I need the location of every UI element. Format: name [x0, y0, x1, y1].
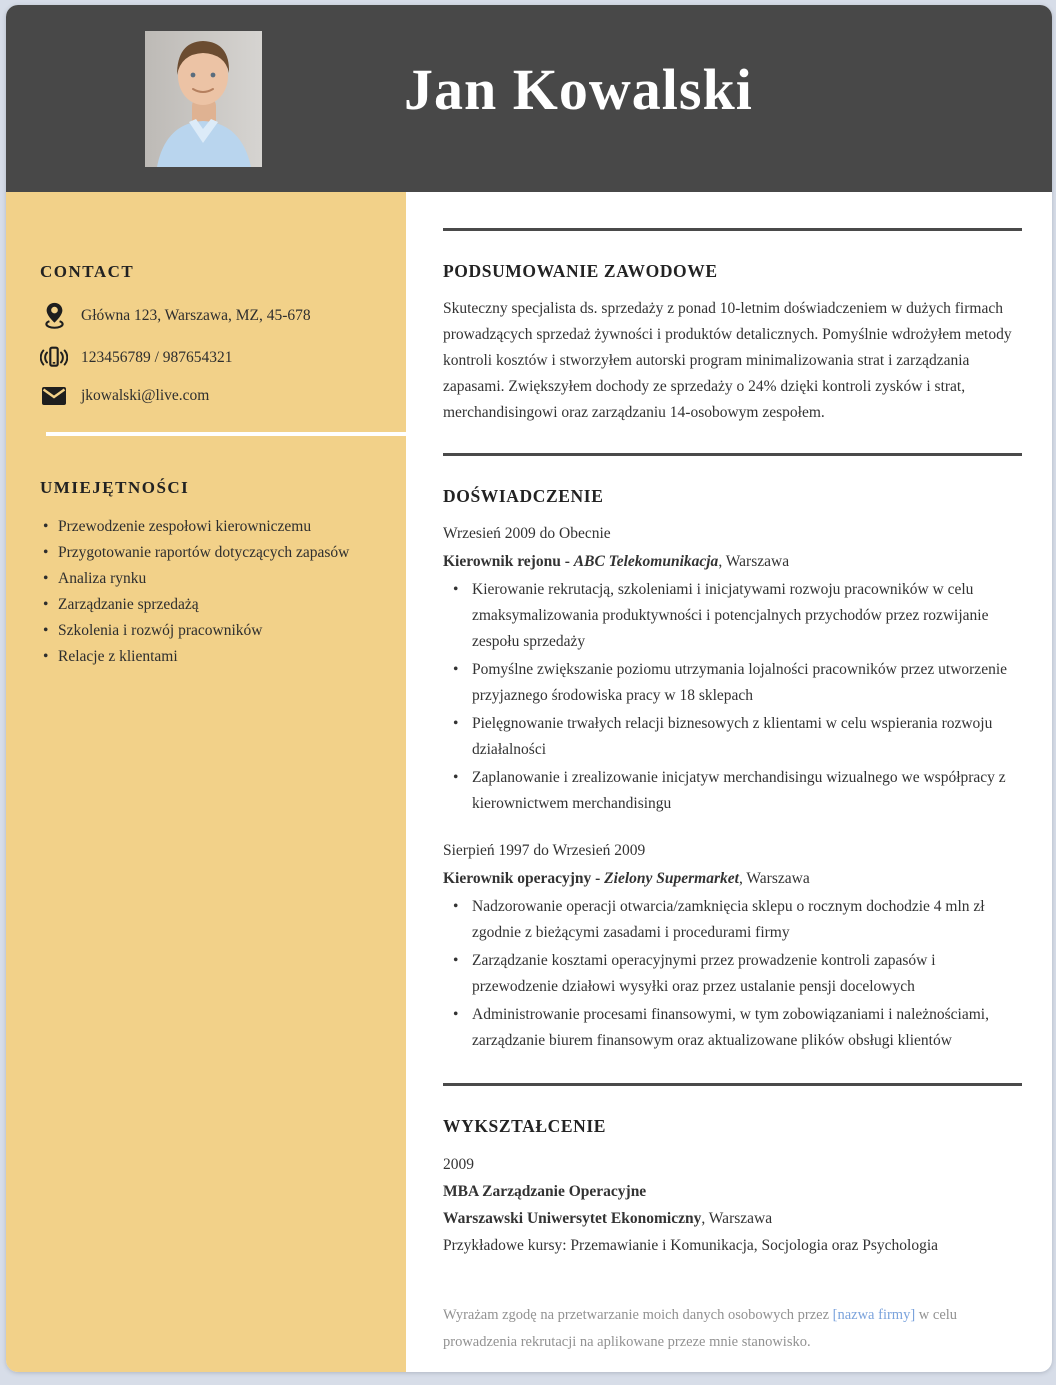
envelope-icon: [40, 387, 68, 405]
main-content: [406, 192, 1052, 1372]
contact-email-row: [40, 386, 378, 406]
job-bullet: • Administrowanie procesami finansowymi, w tym zobowiązaniami i należnościami, zarządzanie biurem finansowym oraz aktualizowane plików obsługi klientów: [443, 1002, 1022, 1054]
contact-title: CONTACT: [40, 262, 135, 281]
skill-item: • Zarządzanie sprzedażą: [40, 596, 378, 613]
job-company: Zielony Supermarket: [604, 870, 739, 887]
education-title: WYKSZTAŁCENIE: [443, 1116, 607, 1136]
contact-phone: 123456789 / 987654321: [81, 348, 233, 366]
education-year: 2009: [443, 1156, 474, 1173]
education-degree-text: MBA Zarządzanie Operacyjne: [443, 1183, 647, 1200]
education-school: Warszawski Uniwersytet Ekonomiczny: [443, 1210, 702, 1227]
skills-section: [40, 478, 378, 665]
job-company: ABC Telekomunikacja: [573, 553, 719, 570]
contact-phone-row: [40, 346, 378, 369]
skill-item: • Relacje z klientami: [40, 648, 378, 665]
sidebar-divider: [46, 432, 406, 436]
consent-text-suffix: w celu prowadzenia rekrutacji na aplikowane przeze mnie stanowisko.: [443, 1307, 958, 1350]
consent-text-prefix: Wyrażam zgodę na przetwarzanie moich danych osobowych przez: [443, 1307, 833, 1323]
location-pin-icon: [40, 302, 68, 329]
consent-footer: [443, 1302, 1022, 1356]
skill-item: • Przewodzenie zespołowi kierowniczemu: [40, 518, 378, 535]
summary-section: [443, 231, 1022, 426]
profile-photo: [145, 31, 262, 167]
job-entry: [443, 838, 1022, 1054]
job-bullet: • Zarządzanie kosztami operacyjnymi przez prowadzenie kontroli zapasów i przewodzenie działowi wysyłki oraz przez ustalanie pensji docelowych: [443, 948, 1022, 1000]
skills-list: [40, 518, 378, 665]
education-courses: Przykładowe kursy: Przemawianie i Komunikacja, Socjologia oraz Psychologia: [443, 1237, 939, 1254]
job-dates: Sierpień 1997 do Wrzesień 2009: [443, 842, 646, 859]
job-bullets: [443, 894, 1022, 1054]
summary-text: Skuteczny specjalista ds. sprzedaży z ponad 10-letnim doświadczeniem w dużych firmach prowadzących sprzedaż żywności i produktów detalicznych. Pomyślnie wdrożyłem metody kontroli kosztów i stworzyłem autorski program minimalizowania strat i zarządzania zapasami. Zwiększyłem dochody ze sprzedaży o 24% dzięki kontroli zysków i strat, merchandisingowi oraz zarządzaniu 14-osobowym zespołem.: [443, 300, 1012, 421]
job-entry: [443, 521, 1022, 817]
education-school-location: , Warszawa: [701, 1210, 773, 1227]
header: [6, 5, 1052, 192]
sidebar: [6, 192, 406, 1372]
education-degree: [443, 1178, 1022, 1205]
job-bullet: • Nadzorowanie operacji otwarcia/zamknięcia sklepu o rocznym dochodzie 4 mln zł zgodnie z bieżącymi zasadami i procedurami firmy: [443, 894, 1022, 946]
job-bullet: • Zaplanowanie i zrealizowanie inicjatyw merchandisingu wizualnego we współpracy z kierownictwem merchandisingu: [443, 765, 1022, 817]
skills-title: UMIEJĘTNOŚCI: [40, 478, 190, 497]
job-bullets: [443, 577, 1022, 817]
skill-item: • Przygotowanie raportów dotyczących zapasów: [40, 544, 378, 561]
job-title-line: [443, 548, 1022, 575]
job-role: Kierownik rejonu -: [443, 553, 570, 570]
education-school-line: [443, 1205, 1022, 1232]
job-location: , Warszawa: [738, 870, 810, 887]
skill-item: • Analiza rynku: [40, 570, 378, 587]
contact-address: Główna 123, Warszawa, MZ, 45-678: [81, 306, 311, 324]
contact-section: [40, 262, 378, 406]
job-bullet: • Kierowanie rekrutacją, szkoleniami i inicjatywami rozwoju pracowników w celu zmaksymalizowania produktywności i potencjalnych przychodów przez rozwijanie zespołu sprzedaży: [443, 577, 1022, 655]
company-name-placeholder[interactable]: [nazwa firmy]: [832, 1307, 916, 1323]
contact-email: jkowalski@live.com: [81, 387, 210, 404]
job-location: , Warszawa: [718, 553, 790, 570]
job-bullet: • Pomyślne zwiększanie poziomu utrzymania lojalności pracowników przez utworzenie przyjaznego środowiska pracy w 18 sklepach: [443, 657, 1022, 709]
job-dates: Wrzesień 2009 do Obecnie: [443, 525, 611, 542]
body-columns: [6, 192, 1052, 1372]
job-bullet: • Pielęgnowanie trwałych relacji biznesowych z klientami w celu wspierania rozwoju działalności: [443, 711, 1022, 763]
education-section: [443, 1086, 1022, 1259]
resume-page: [6, 5, 1052, 1372]
mobile-phone-icon: [40, 346, 68, 369]
contact-address-row: [40, 302, 378, 329]
skill-item: • Szkolenia i rozwój pracowników: [40, 622, 378, 639]
experience-title: DOŚWIADCZENIE: [443, 486, 604, 506]
candidate-name: Jan Kowalski: [404, 57, 753, 122]
experience-section: [443, 456, 1022, 1056]
summary-title: PODSUMOWANIE ZAWODOWE: [443, 261, 718, 281]
portrait-image: [145, 31, 262, 167]
job-title-line: [443, 865, 1022, 892]
job-role: Kierownik operacyjny -: [443, 870, 601, 887]
